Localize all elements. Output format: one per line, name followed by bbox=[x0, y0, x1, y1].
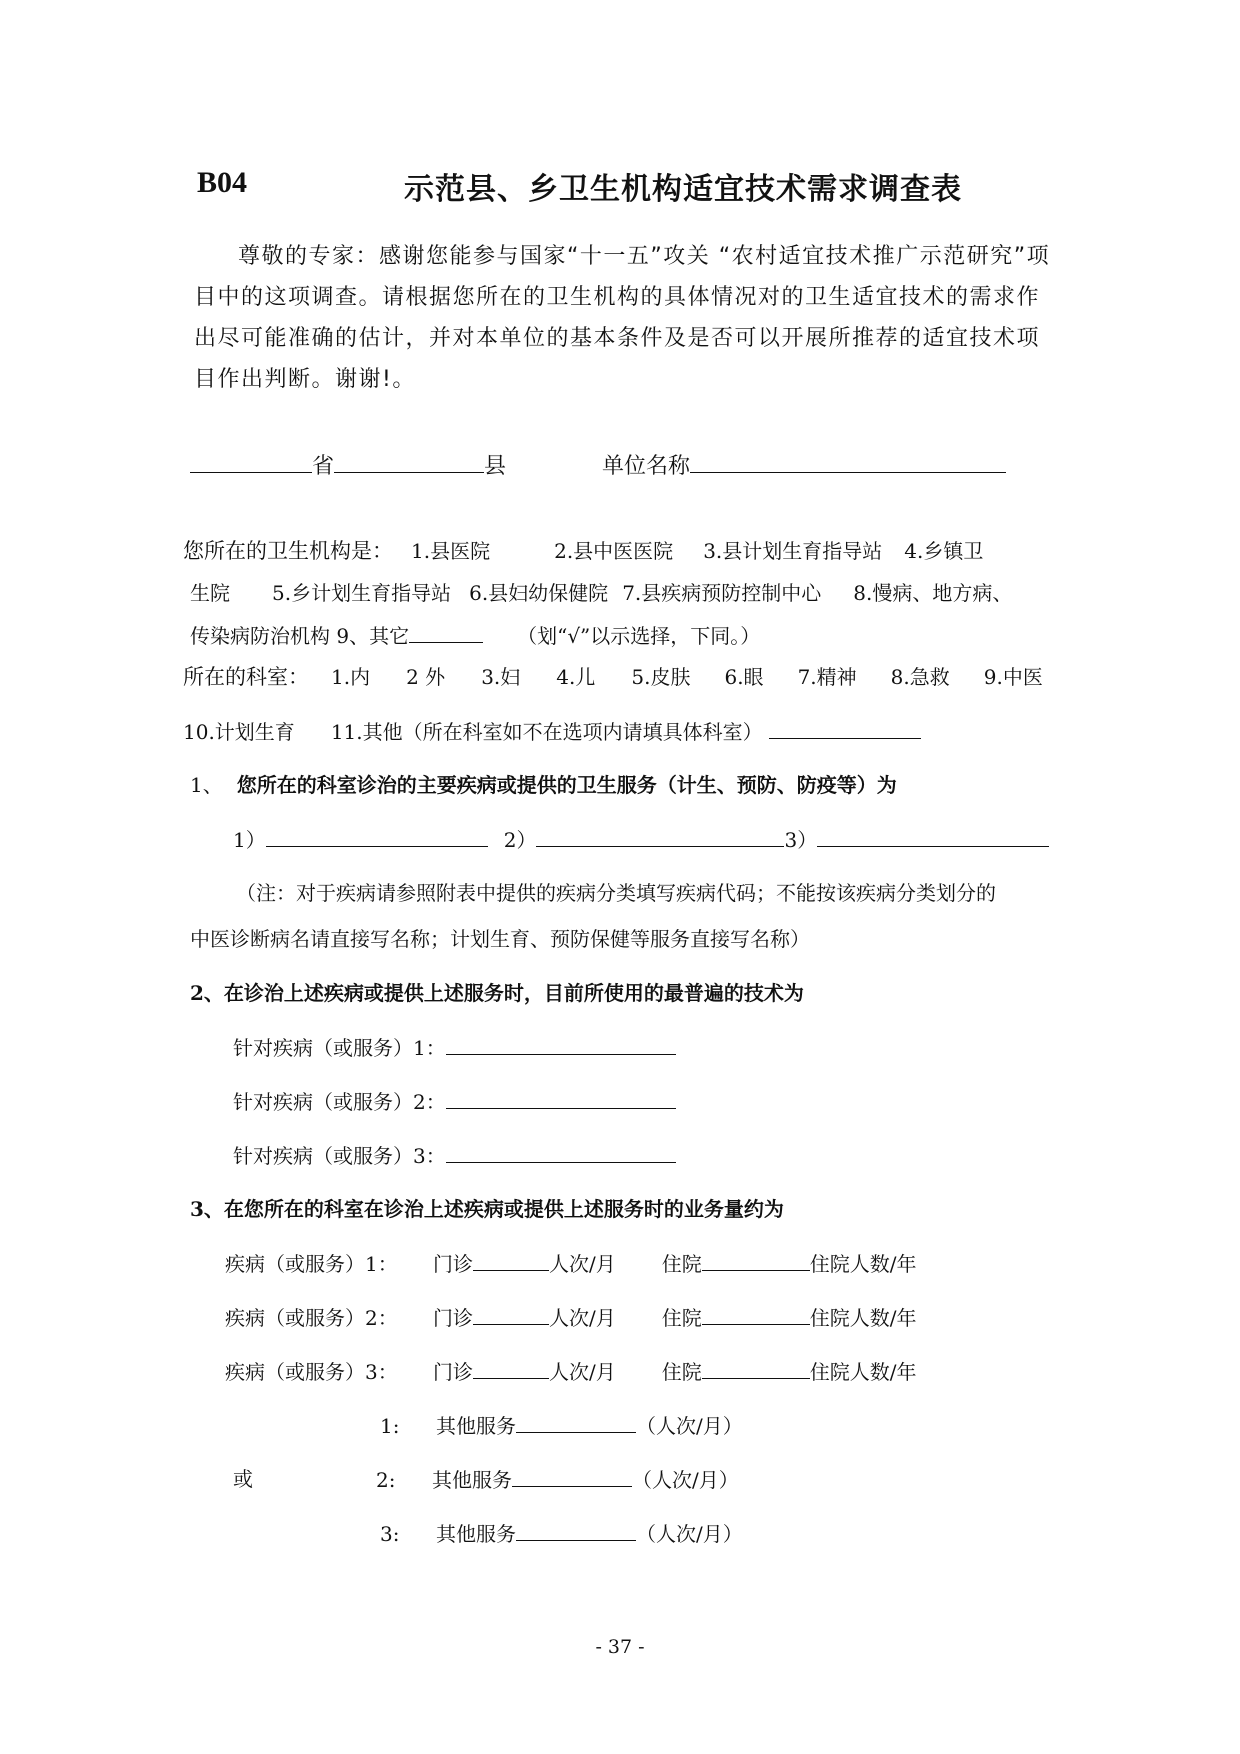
q1-blank-3[interactable] bbox=[817, 826, 1049, 847]
unit-name-blank[interactable] bbox=[690, 452, 1006, 473]
inpatient-blank[interactable] bbox=[702, 1304, 810, 1325]
unit-name-label: 单位名称 bbox=[602, 454, 691, 479]
outpatient-label: 门诊 bbox=[433, 1306, 473, 1330]
other-service-num: 3: bbox=[380, 1522, 400, 1546]
outpatient-unit: 人次/月 bbox=[549, 1252, 616, 1276]
other-service-label: 其他服务 bbox=[436, 1414, 516, 1438]
option-maternal-child-hospital[interactable]: 6.县妇幼保健院 bbox=[469, 581, 609, 605]
option-township-hospital-cont: 生院 bbox=[190, 581, 230, 605]
other-service-2 bbox=[376, 1466, 739, 1493]
form-code: B04 bbox=[197, 166, 248, 199]
other-service-label: 其他服务 bbox=[436, 1522, 516, 1546]
dept-family-planning[interactable]: 10.计划生育 bbox=[183, 720, 295, 744]
other-service-blank[interactable] bbox=[516, 1412, 636, 1433]
other-service-unit: （人次/月） bbox=[632, 1468, 739, 1492]
option-tcm-hospital[interactable]: 2.县中医医院 bbox=[554, 539, 674, 563]
province-blank[interactable] bbox=[190, 452, 312, 473]
county-blank[interactable] bbox=[334, 452, 484, 473]
other-service-unit: （人次/月） bbox=[636, 1522, 743, 1546]
department-line-2 bbox=[183, 718, 921, 745]
question-1 bbox=[190, 772, 897, 798]
inpatient-label: 住院 bbox=[661, 1252, 702, 1276]
q2-item-2 bbox=[233, 1088, 676, 1115]
q1-blank-1-label: 1） bbox=[233, 828, 266, 852]
q2-item-label: 针对疾病（或服务）1： bbox=[233, 1036, 446, 1060]
dept-psychiatry[interactable]: 7.精神 bbox=[797, 665, 857, 689]
option-township-hospital[interactable]: 4.乡镇卫 bbox=[904, 539, 984, 563]
q1-note-2: 中医诊断病名请直接写名称；计划生育、预防保健等服务直接写名称） bbox=[190, 927, 810, 951]
department-line-1 bbox=[183, 664, 1043, 690]
q1-blank-1[interactable] bbox=[266, 826, 488, 847]
q1-blank-2[interactable] bbox=[536, 826, 784, 847]
province-label: 省 bbox=[312, 454, 335, 479]
outpatient-blank[interactable] bbox=[473, 1250, 549, 1271]
inpatient-label: 住院 bbox=[661, 1360, 702, 1384]
institution-line-3 bbox=[190, 622, 760, 649]
q1-number: 1、 bbox=[190, 773, 223, 797]
option-county-hospital[interactable]: 1.县医院 bbox=[411, 539, 491, 563]
inpatient-label: 住院 bbox=[661, 1306, 702, 1330]
inpatient-unit: 住院人数/年 bbox=[809, 1252, 917, 1276]
q1-blanks bbox=[233, 826, 1049, 853]
outpatient-label: 门诊 bbox=[433, 1252, 473, 1276]
other-service-blank[interactable] bbox=[512, 1466, 632, 1487]
q1-blank-3-label: 3） bbox=[784, 828, 818, 852]
question-3: 3、在您所在的科室在诊治上述疾病或提供上述服务时的业务量约为 bbox=[190, 1197, 784, 1221]
or-label: 或 bbox=[233, 1467, 253, 1491]
page-number: - 37 - bbox=[595, 1636, 645, 1658]
selection-note: （划“√”以示选择，下同。） bbox=[517, 624, 761, 648]
dept-gynecology[interactable]: 3.妇 bbox=[481, 665, 521, 689]
dept-other[interactable]: 11.其他（所在科室如不在选项内请填具体科室） bbox=[330, 720, 763, 744]
q3-row-2 bbox=[225, 1304, 917, 1331]
option-cdc[interactable]: 7.县疾病预防控制中心 bbox=[622, 581, 822, 605]
page-title: 示范县、乡卫生机构适宜技术需求调查表 bbox=[404, 172, 962, 207]
institution-line-2 bbox=[190, 580, 1012, 606]
other-service-blank[interactable] bbox=[516, 1520, 636, 1541]
inpatient-blank[interactable] bbox=[702, 1358, 810, 1379]
q3-row-label: 疾病（或服务）2： bbox=[225, 1306, 398, 1330]
q2-blank-1[interactable] bbox=[446, 1034, 676, 1055]
location-line bbox=[190, 452, 1006, 480]
outpatient-label: 门诊 bbox=[433, 1360, 473, 1384]
outpatient-unit: 人次/月 bbox=[549, 1360, 616, 1384]
inpatient-unit: 住院人数/年 bbox=[809, 1306, 917, 1330]
dept-ophthalmology[interactable]: 6.眼 bbox=[724, 665, 764, 689]
intro-paragraph: 尊敬的专家：感谢您能参与国家“十一五”攻关 “农村适宜技术推广示范研究”项目中的这项调查。请根据您所在的卫生机构的具体情况对的卫生适宜技术的需求作出尽可能准确的估计，并对本单位的基本条件及是否可以开展所推荐的适宜技术项目作出判断。谢谢!。 bbox=[194, 244, 1051, 392]
question-2: 2、在诊治上述疾病或提供上述服务时，目前所使用的最普遍的技术为 bbox=[190, 981, 804, 1005]
department-label: 所在的科室： bbox=[183, 665, 309, 689]
q2-blank-2[interactable] bbox=[446, 1088, 676, 1109]
outpatient-blank[interactable] bbox=[473, 1304, 549, 1325]
q2-item-3 bbox=[233, 1142, 676, 1169]
option-family-planning-station[interactable]: 3.县计划生育指导站 bbox=[703, 539, 883, 563]
outpatient-blank[interactable] bbox=[473, 1358, 549, 1379]
q3-row-3 bbox=[225, 1358, 917, 1385]
q1-text: 您所在的科室诊治的主要疾病或提供的卫生服务（计生、预防、防疫等）为 bbox=[236, 773, 897, 797]
q2-item-label: 针对疾病（或服务）3： bbox=[233, 1144, 446, 1168]
option-township-family-planning[interactable]: 5.乡计划生育指导站 bbox=[272, 581, 452, 605]
q2-item-1 bbox=[233, 1034, 676, 1061]
dept-tcm[interactable]: 9.中医 bbox=[983, 665, 1043, 689]
other-institution-blank[interactable] bbox=[409, 622, 483, 643]
q3-row-label: 疾病（或服务）1： bbox=[225, 1252, 398, 1276]
q3-row-label: 疾病（或服务）3： bbox=[225, 1360, 398, 1384]
other-service-num: 1: bbox=[380, 1414, 400, 1438]
other-department-blank[interactable] bbox=[769, 718, 921, 739]
county-label: 县 bbox=[484, 454, 507, 479]
other-service-num: 2: bbox=[376, 1468, 396, 1492]
q2-blank-3[interactable] bbox=[446, 1142, 676, 1163]
option-other-institution[interactable]: 传染病防治机构 9、其它 bbox=[190, 624, 410, 648]
dept-internal[interactable]: 1.内 bbox=[331, 665, 371, 689]
q1-blank-2-label: 2） bbox=[503, 828, 537, 852]
other-service-1 bbox=[380, 1412, 743, 1439]
other-service-label: 其他服务 bbox=[432, 1468, 512, 1492]
dept-pediatrics[interactable]: 4.儿 bbox=[556, 665, 596, 689]
q1-note-1: （注：对于疾病请参照附表中提供的疾病分类填写疾病代码；不能按该疾病分类划分的 bbox=[236, 881, 996, 905]
institution-label: 您所在的卫生机构是： bbox=[183, 539, 393, 563]
dept-surgery[interactable]: 2 外 bbox=[406, 665, 446, 689]
inpatient-unit: 住院人数/年 bbox=[809, 1360, 917, 1384]
other-service-3 bbox=[380, 1520, 743, 1547]
q3-row-1 bbox=[225, 1250, 917, 1277]
dept-dermatology[interactable]: 5.皮肤 bbox=[631, 665, 691, 689]
outpatient-unit: 人次/月 bbox=[549, 1306, 616, 1330]
q2-item-label: 针对疾病（或服务）2： bbox=[233, 1090, 446, 1114]
institution-line-1 bbox=[183, 538, 983, 564]
inpatient-blank[interactable] bbox=[702, 1250, 810, 1271]
other-service-unit: （人次/月） bbox=[636, 1414, 743, 1438]
dept-emergency[interactable]: 8.急救 bbox=[890, 665, 950, 689]
option-chronic-disease[interactable]: 8.慢病、地方病、 bbox=[853, 581, 1013, 605]
